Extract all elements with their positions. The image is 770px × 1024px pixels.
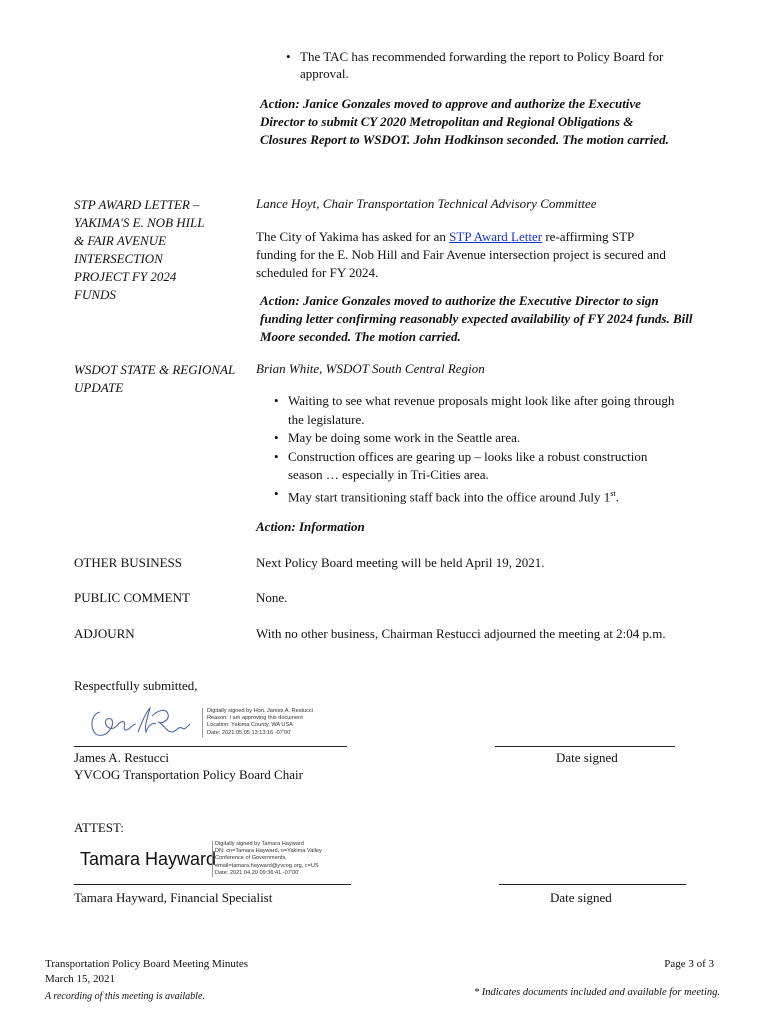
date-line-1: [495, 746, 675, 747]
other-business-label: OTHER BUSINESS: [74, 555, 182, 570]
attest-label: ATTEST:: [74, 820, 124, 835]
footer-page-number: Page 3 of 3: [664, 958, 714, 970]
signer-name-title-2: Tamara Hayward, Financial Specialist: [74, 890, 273, 905]
signer-name-1: James A. Restucci: [74, 750, 169, 765]
digital-signature-name-hayward: Tamara Hayward: [80, 849, 217, 869]
tac-bullet-list: [284, 48, 694, 82]
stp-description: The City of Yakima has asked for an STP Award Letter re-affirming STP funding for the E. Nob Hill and Fair Avenue intersection project is secured and scheduled for FY 2024.: [256, 229, 666, 280]
date-line-2: [499, 884, 686, 885]
signer-title-1: YVCOG Transportation Policy Board Chair: [74, 767, 303, 782]
adjourn-text: With no other business, Chairman Restucci adjourned the meeting at 2:04 p.m.: [256, 626, 666, 641]
digital-signature-info-restucci: Digitally signed by Hon. James A. Restucci Reason: I am approving this document Location: Yakima County, WA USA Date: 2021.05.05 13:13:16 -07'00': [202, 708, 357, 737]
adjourn-label: ADJOURN: [74, 626, 135, 641]
wsdot-heading: WSDOT STATE & REGIONAL UPDATE: [74, 362, 236, 395]
public-comment-text: None.: [256, 590, 288, 605]
respectfully-submitted: Respectfully submitted,: [74, 678, 198, 693]
other-business-text: Next Policy Board meeting will be held April 19, 2021.: [256, 555, 545, 570]
signature-line-1: [74, 746, 347, 747]
stp-presenter: Lance Hoyt, Chair Transportation Technical Advisory Committee: [256, 196, 597, 211]
footer-recording-note: A recording of this meeting is available.: [45, 991, 205, 1002]
footer-doc-title: Transportation Policy Board Meeting Minutes: [45, 958, 249, 970]
signature-line-2: [74, 884, 351, 885]
date-signed-label-2: Date signed: [550, 890, 612, 905]
wsdot-presenter: Brian White, WSDOT South Central Region: [256, 361, 485, 376]
wsdot-bullet: • Construction offices are gearing up – looks like a robust construction season … especially in Tri-Cities area.: [272, 448, 682, 485]
tac-bullet: • The TAC has recommended forwarding the report to Policy Board for approval.: [284, 48, 694, 82]
stp-heading: STP AWARD LETTER – YAKIMA'S E. NOB HILL & FAIR AVENUE INTERSECTION PROJECT FY 2024 FUNDS: [74, 197, 205, 302]
wsdot-bullet: • May start transitioning staff back into the office around July 1st.: [272, 485, 682, 507]
footer-documents-note: * Indicates documents included and available for meeting.: [473, 987, 720, 998]
wsdot-bullet-list: [272, 392, 682, 506]
wsdot-bullet: • May be doing some work in the Seattle area.: [272, 429, 682, 448]
handwritten-signature-restucci: [86, 702, 192, 742]
action-stp: Action: Janice Gonzales moved to authorize the Executive Director to sign funding letter confirming reasonably expected availability of FY 2024 funds. Bill Moore seconded. The motion carried.: [260, 293, 693, 344]
wsdot-bullet: • Waiting to see what revenue proposals might look like after going through the legislature.: [272, 392, 682, 429]
date-signed-label-1: Date signed: [556, 750, 618, 765]
digital-signature-info-hayward: Digitally signed by Tamara Hayward DN: cn=Tamara Hayward, o=Yakima Valley Conference of Governments, email=tamara.hayward@yvcog.org, c=US Date: 2021.04.20 09:36:41 -07'00': [212, 841, 355, 877]
stp-award-letter-link[interactable]: STP Award Letter: [449, 229, 543, 244]
footer-left: [45, 957, 365, 1004]
action-information: Action: Information: [256, 519, 365, 534]
footer-date: March 15, 2021: [45, 973, 115, 985]
action-cy2020: Action: Janice Gonzales moved to approve and authorize the Executive Director to submit CY 2020 Metropolitan and Regional Obligations & Closures Report to WSDOT. John Hodkinson seconded. The motion carried.: [260, 96, 669, 147]
public-comment-label: PUBLIC COMMENT: [74, 590, 190, 605]
